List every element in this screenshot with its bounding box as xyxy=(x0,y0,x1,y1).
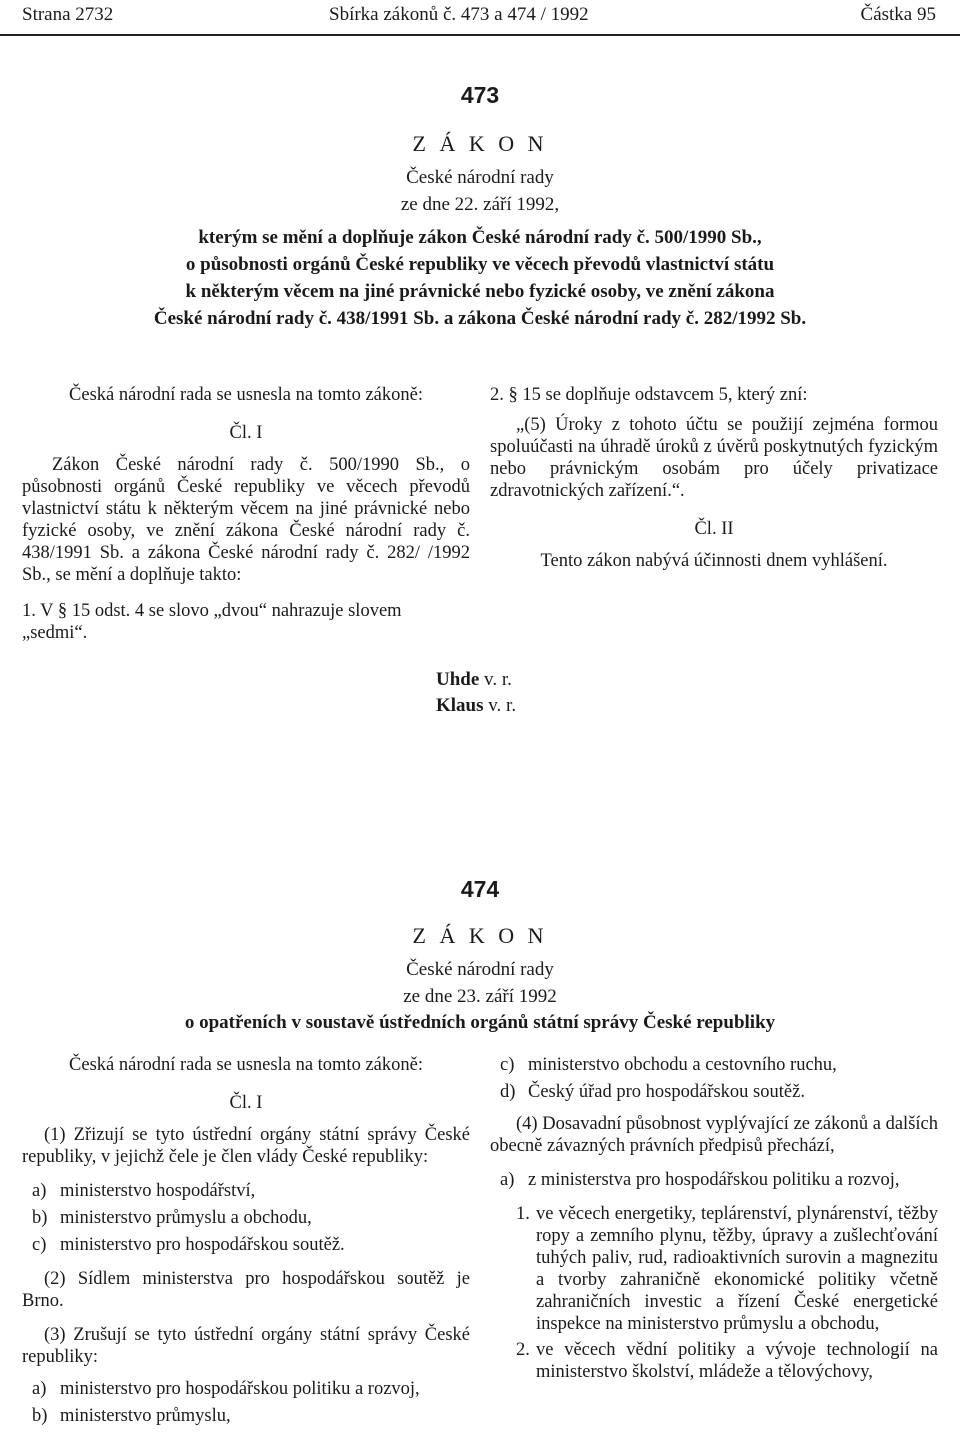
law-474-paragraph-3: (3) Zrušují se tyto ústřední orgány státní správy České republiky: xyxy=(22,1325,470,1367)
law-474-paragraph-1: (1) Zřizují se tyto ústřední orgány státní správy České republiky, v jejichž čele je člen vlády České republiky: xyxy=(22,1125,470,1167)
signature-name: Klaus xyxy=(436,695,484,716)
list-item xyxy=(22,1405,470,1427)
law-473-article-2-text: Tento zákon nabývá účinnosti dnem vyhlášení. xyxy=(540,551,888,571)
list-item-label: b) xyxy=(32,1406,48,1426)
law-473-left-column xyxy=(22,384,470,644)
signature-suffix: v. r. xyxy=(483,695,517,716)
list-item xyxy=(22,1234,470,1256)
list-item-text: ministerstvo hospodářství, xyxy=(60,1181,256,1201)
list-item-label: d) xyxy=(500,1082,516,1102)
list-item-text: ve věcech energetiky, teplárenství, plynárenství, těžby ropy a zemního plynu, těžby, úpravy a zušlechťování tuhých paliv, rud, radioaktivních surovin a magnezitu a tvorby zahraničně ekonomické politiky včetně zahraničních investic a řízení České energetické inspekce na ministerstvo průmyslu a obchodu, xyxy=(536,1204,938,1334)
signature-uhde xyxy=(436,669,512,691)
signature-klaus xyxy=(436,695,516,717)
list-item xyxy=(490,1054,938,1076)
list-item-label: c) xyxy=(500,1055,515,1075)
law-474-title: o opatřeních v soustavě ústředních orgánů státní správy České republiky xyxy=(184,1012,776,1033)
list-item-text: ministerstvo průmyslu a obchodu, xyxy=(60,1208,312,1228)
law-474-paragraph-4-item-a xyxy=(490,1169,938,1191)
list-item-text: ministerstvo pro hospodářskou politiku a rozvoj, xyxy=(60,1379,420,1399)
law-473-type: Z Á K O N xyxy=(412,131,548,156)
law-473-title-line: kterým se mění a doplňuje zákon České národní rady č. 500/1990 Sb., xyxy=(198,227,762,248)
law-474-type: Z Á K O N xyxy=(412,923,548,948)
law-474-paragraph-1-list xyxy=(22,1180,470,1256)
law-474-paragraph-4-a-list xyxy=(490,1203,938,1383)
law-473-preamble: Česká národní rada se usnesla na tomto zákoně: xyxy=(69,385,423,405)
signature-suffix: v. r. xyxy=(479,669,512,690)
list-item-label: a) xyxy=(32,1379,47,1399)
list-item-label: c) xyxy=(32,1235,47,1255)
header-rule xyxy=(0,34,960,36)
law-474-preamble: Česká národní rada se usnesla na tomto zákoně: xyxy=(69,1055,423,1075)
law-474-article-1-heading: Čl. I xyxy=(229,1093,263,1113)
list-item xyxy=(490,1081,938,1103)
law-473-article-1-intro: Zákon České národní rady č. 500/1990 Sb., o působnosti orgánů České republiky ve věcech převodů vlastnictví státu k některým věcem na jiné právnické nebo fyzické osoby, ve znění zákona České národní rady č. 438/1991 Sb. a zákona České národní rady č. 282/ /1992 Sb., se mění a doplňuje takto: xyxy=(22,455,470,585)
law-473-article-1-heading: Čl. I xyxy=(229,423,263,443)
issue-label: Částka 95 xyxy=(860,4,936,25)
list-item xyxy=(22,1378,470,1400)
law-473-date: ze dne 22. září 1992, xyxy=(400,194,560,215)
list-item-text: ministerstvo obchodu a cestovního ruchu, xyxy=(528,1055,837,1075)
law-473-article-2-heading: Čl. II xyxy=(694,519,734,539)
law-474-issuer: České národní rady xyxy=(406,959,554,980)
list-item-label: a) xyxy=(500,1170,515,1190)
list-item-text: ministerstvo průmyslu, xyxy=(60,1406,231,1426)
law-474-paragraph-2: (2) Sídlem ministerstva pro hospodářskou soutěž je Brno. xyxy=(22,1269,470,1311)
law-474-right-column xyxy=(490,1054,938,1383)
law-473-title-line: k některým věcem na jiné právnické nebo fyzické osoby, ve znění zákona xyxy=(185,281,775,302)
page-number-label: Strana 2732 xyxy=(22,4,114,25)
list-item xyxy=(22,1180,470,1202)
collection-title: Sbírka zákonů č. 473 a 474 / 1992 xyxy=(329,4,589,25)
list-item-label: 2. xyxy=(516,1340,530,1360)
list-item-text: ministerstvo pro hospodářskou soutěž. xyxy=(60,1235,345,1255)
law-473-point-2-quote: „(5) Úroky z tohoto účtu se použijí zejména formou spoluúčasti na úhradě úroků z úvěrů poskytnutých fyzickým nebo právnickým osobám pro účely privatizace zdravotnických zařízení.“. xyxy=(490,415,938,501)
list-item xyxy=(22,1207,470,1229)
list-item-label: b) xyxy=(32,1208,48,1228)
law-473-issuer: České národní rady xyxy=(406,167,554,188)
list-item-label: 1. xyxy=(516,1204,530,1224)
law-474-left-column xyxy=(22,1054,470,1427)
list-item-text: ve věcech vědní politiky a vývoje technologií na ministerstvo školství, mládeže a tělovýchovy, xyxy=(536,1340,938,1382)
list-item xyxy=(490,1339,938,1383)
law-474-number: 474 xyxy=(460,876,500,902)
law-473-title-line: České národní rady č. 438/1991 Sb. a zákona České národní rady č. 282/1992 Sb. xyxy=(153,308,807,329)
law-473-title-line: o působnosti orgánů České republiky ve věcech převodů vlastnictví státu xyxy=(185,254,775,275)
list-item xyxy=(490,1203,938,1335)
list-item-text: z ministerstva pro hospodářskou politiku a rozvoj, xyxy=(528,1170,900,1190)
list-item-text: Český úřad pro hospodářskou soutěž. xyxy=(528,1082,805,1102)
law-473-point-2: 2. § 15 se doplňuje odstavcem 5, který zní: xyxy=(490,385,808,405)
law-473-right-column xyxy=(490,384,938,572)
law-473-number: 473 xyxy=(460,82,500,108)
law-474-paragraph-3-list xyxy=(22,1378,470,1427)
signature-name: Uhde xyxy=(436,669,480,690)
law-474-date: ze dne 23. září 1992 xyxy=(403,986,557,1007)
law-474-paragraph-4: (4) Dosavadní působnost vyplývající ze zákonů a dalších obecně závazných právních předpisů přechází, xyxy=(490,1114,938,1156)
law-473-point-1: 1. V § 15 odst. 4 se slovo „dvou“ nahrazuje slovem „sedmi“. xyxy=(22,601,402,643)
list-item-label: a) xyxy=(32,1181,47,1201)
